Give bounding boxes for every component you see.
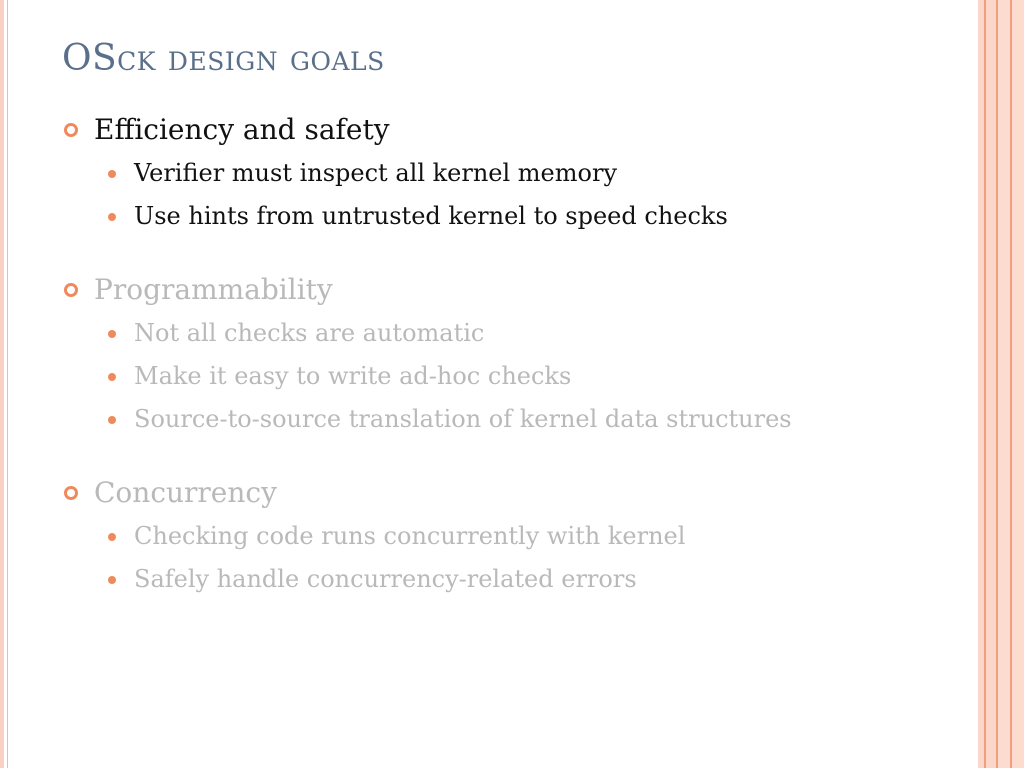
- bullet-level1: [62, 270, 942, 310]
- dot-bullet-icon: [108, 416, 116, 424]
- ring-bullet-icon: [64, 283, 78, 297]
- bullet-text: Source-to-source translation of kernel data structures: [134, 405, 792, 433]
- bullet-text: Checking code runs concurrently with kernel: [134, 522, 686, 550]
- right-border-stripes: [978, 0, 1024, 768]
- bullet-level2: [134, 515, 942, 558]
- bullet-level2: [134, 312, 942, 355]
- bullet-level2: [134, 355, 942, 398]
- ring-bullet-icon: [64, 123, 78, 137]
- section-heading: Efficiency and safety: [94, 113, 390, 146]
- dot-bullet-icon: [108, 373, 116, 381]
- left-border-line: [7, 0, 8, 768]
- slide-content: [62, 110, 942, 633]
- bullet-level2: [134, 195, 942, 238]
- stripe: [986, 0, 996, 768]
- section-heading: Concurrency: [94, 476, 277, 509]
- bullet-text: Use hints from untrusted kernel to speed checks: [134, 202, 728, 230]
- stripe: [1012, 0, 1024, 768]
- dot-bullet-icon: [108, 330, 116, 338]
- dot-bullet-icon: [108, 576, 116, 584]
- ring-bullet-icon: [64, 486, 78, 500]
- bullet-level1: [62, 473, 942, 513]
- slide-title: OSck design goals: [62, 38, 385, 79]
- section-heading: Programmability: [94, 273, 333, 306]
- bullet-text: Safely handle concurrency-related errors: [134, 565, 637, 593]
- stripe: [998, 0, 1010, 768]
- bullet-level2: [134, 152, 942, 195]
- bullet-text: Verifier must inspect all kernel memory: [134, 159, 617, 187]
- section-concurrency: [62, 473, 942, 601]
- bullet-level2: [134, 398, 942, 441]
- bullet-level2: [134, 558, 942, 601]
- dot-bullet-icon: [108, 170, 116, 178]
- section-efficiency: [62, 110, 942, 238]
- bullet-level1: [62, 110, 942, 150]
- bullet-text: Not all checks are automatic: [134, 319, 485, 347]
- dot-bullet-icon: [108, 533, 116, 541]
- dot-bullet-icon: [108, 213, 116, 221]
- bullet-text: Make it easy to write ad-hoc checks: [134, 362, 572, 390]
- section-programmability: [62, 270, 942, 441]
- left-border-decoration: [0, 0, 4, 768]
